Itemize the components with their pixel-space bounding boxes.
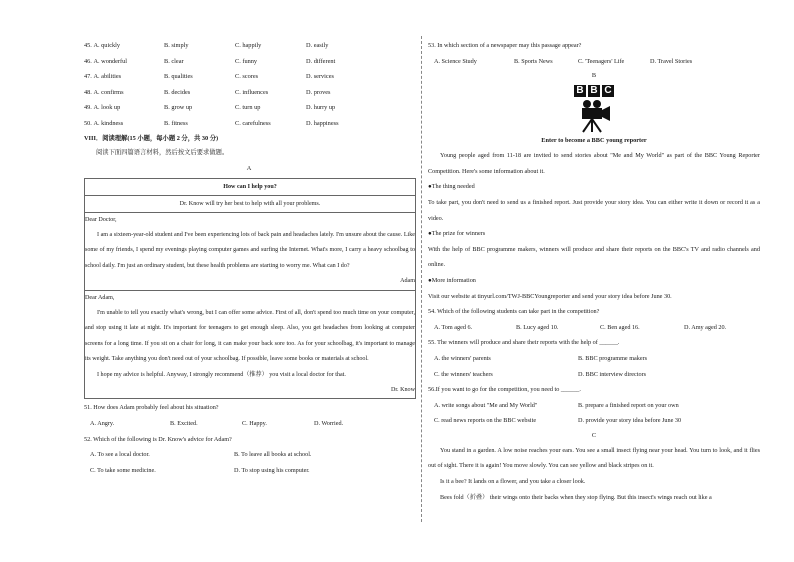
advice-column-box — [84, 178, 416, 400]
question-52-options-row1 — [84, 447, 414, 463]
q51-option-b[interactable]: B. Excited. — [170, 420, 198, 428]
question-51 — [84, 400, 414, 431]
passage-b-intro: Young people aged from 11-18 are invited to send stories about "Me and My World" as part of the BBC Young Reporter Competition. Here's some information about it. — [428, 152, 760, 175]
question-53 — [428, 38, 760, 69]
mcq-row-45: 45. A. quickly B. simply C. happily D. easily — [84, 42, 329, 49]
passage-b-label: B — [591, 72, 597, 80]
advice-column-subtitle: Dr. Know will try her best to help with all your problems. — [85, 196, 415, 213]
q56-option-d[interactable]: D. provide your story idea before June 30 — [578, 417, 682, 425]
section-title: VIII．阅读理解(15 小题，每小题 2 分，共 30 分) — [84, 134, 219, 142]
q53-option-b[interactable]: B. Sports News — [514, 57, 553, 65]
question-54 — [428, 304, 760, 335]
q55-option-c[interactable]: C. the winners' teachers — [434, 370, 493, 378]
mcq-row-48: 48. A. confirms B. decides C. influences D. proves — [84, 88, 331, 96]
question-51-stem: 51. How does Adam probably feel about his situation? — [84, 404, 219, 412]
passage-b-heading-1: ●The thing needed — [428, 183, 475, 191]
q51-option-c[interactable]: C. Happy. — [242, 420, 267, 428]
question-54-options — [428, 320, 760, 336]
salutation-dear-adam: Dear Adam, — [85, 294, 115, 301]
question-53-options — [428, 54, 760, 70]
question-53-stem: 53. In which section of a newspaper may this passage appear? — [428, 42, 582, 49]
salutation-dear-doctor: Dear Doctor, — [85, 216, 117, 223]
question-55 — [428, 335, 760, 382]
mcq-row-46: 46. A. wonderful B. clear C. funny D. different — [84, 57, 336, 65]
question-56-options-row2 — [428, 413, 760, 429]
passage-a-label: A — [246, 164, 252, 172]
passage-b-heading-2: ●The prize for winners — [428, 230, 486, 238]
q53-option-a[interactable]: A. Science Study — [434, 57, 477, 65]
q55-option-b[interactable]: B. BBC programme makers — [578, 354, 648, 362]
passage-c-paragraph-3: Bees fold（折叠） their wings onto their backs when they stop flying. But this insect's wings reach out like a — [440, 493, 712, 501]
question-51-options — [84, 416, 414, 432]
q52-option-b[interactable]: B. To leave all books at school. — [234, 451, 312, 459]
bbc-title: Enter to become a BBC young reporter — [541, 137, 647, 145]
q52-option-d[interactable]: D. To stop using his computer. — [234, 466, 310, 474]
passage-c-paragraph-2: Is it a bee? It lands on a flower, and you take a closer look. — [440, 478, 586, 486]
q54-option-a[interactable]: A. Tom aged 6. — [434, 323, 473, 331]
mcq-row-47: 47. A. abilities B. qualities C. scores D. services — [84, 73, 334, 81]
adam-letter — [85, 213, 415, 291]
left-column — [84, 38, 414, 478]
q52-option-c[interactable]: C. To take some medicine. — [90, 466, 156, 474]
question-55-options-row1 — [428, 351, 760, 367]
passage-b-paragraph-3: Visit our website at tinyurl.com/TWJ-BBCYoungreporter and send your story idea before June 30. — [428, 292, 672, 300]
passage-b-paragraph-2: With the help of BBC programme makers, winners will produce and share their reports on the BBC's TV and radio channels and online. — [428, 245, 760, 269]
passage-b-paragraph-1: To take part, you don't need to send us a finished report. Just provide your story idea. You can either write it down or record it as a video. — [428, 198, 760, 222]
mcq-list — [84, 38, 414, 132]
right-column — [428, 38, 760, 505]
adam-letter-body: I am a sixteen-year-old student and I've been experiencing lots of back pain and headaches lately. I'm unsure about the cause. Like some of my friends, I spend my evenings playing computer games and surfing the Internet. What's more, I carry a heavy schoolbag to school daily. I'm just an ordinary student, but these health problems are starting to worry me. What can I do? — [85, 231, 415, 269]
passage-c-paragraph-1: You stand in a garden. A low noise reaches your ears. You see a small insect flying near your head. You turn to look, and it flies out of sight. There it is again! You move slowly. You can see yellow and black stripes on it. — [428, 446, 760, 470]
q52-option-a[interactable]: A. To see a local doctor. — [90, 451, 150, 459]
question-52-stem: 52. Which of the following is Dr. Know's advice for Adam? — [84, 435, 232, 443]
film-camera-icon — [428, 99, 760, 133]
question-56-stem: 56.If you want to go for the competition, you need to ______. — [428, 386, 581, 394]
passage-c-label: C — [591, 431, 597, 439]
question-52 — [84, 432, 414, 479]
doctor-reply — [85, 291, 415, 399]
question-55-stem: 55. The winners will produce and share their reports with the help of ______. — [428, 339, 620, 347]
q54-option-b[interactable]: B. Lucy aged 10. — [516, 323, 559, 331]
question-52-options-row2 — [84, 463, 414, 479]
doctor-reply-closing: I hope my advice is helpful. Anyway, I strongly recommend（推荐） you visit a local doctor for that. — [97, 371, 346, 378]
doctor-reply-body: I'm unable to tell you exactly what's wrong, but I can offer some advice. First of all, don't spend too much time on your computer, and stop using it late at night. It's important for teenagers to get enough sleep. Also, you get headaches from looking at computer screens for a long time. If you sit on a chair for long, it can make your back sore too. As for your schoolbag, it's important to manage its weight. Take anything you don't need out of your schoolbag. If possible, leave some books or materials at school. — [85, 310, 415, 363]
section-instruction: 阅读下面四篇语言材料，然后按文后要求做题。 — [96, 148, 229, 156]
q55-option-a[interactable]: A. the winners' parents — [434, 354, 491, 362]
q56-option-c[interactable]: C. read news reports on the BBC website — [434, 417, 537, 425]
q55-option-d[interactable]: D. BBC interview directors — [578, 370, 647, 378]
advice-column-title: How can I help you? — [85, 179, 415, 196]
adam-signature: Adam — [400, 278, 415, 285]
bbc-logo — [428, 85, 760, 97]
q51-option-d[interactable]: D. Worried. — [314, 420, 344, 428]
bbc-logo-letter-1: B — [574, 85, 586, 97]
column-divider — [421, 36, 422, 522]
mcq-row-49: 49. A. look up B. grow up C. turn up D. hurry up — [84, 104, 336, 112]
q56-option-a[interactable]: A. write songs about "Me and My World" — [434, 401, 538, 409]
q53-option-d[interactable]: D. Travel Stories — [650, 57, 693, 65]
bbc-logo-letter-3: C — [602, 85, 614, 97]
q54-option-d[interactable]: D. Amy aged 20. — [684, 323, 727, 331]
bbc-logo-letter-2: B — [588, 85, 600, 97]
q53-option-c[interactable]: C. 'Teenagers' Life — [578, 57, 625, 65]
doctor-signature: Dr. Know — [390, 387, 415, 394]
question-54-stem: 54. Which of the following students can take part in the competition? — [428, 308, 600, 316]
question-55-options-row2 — [428, 367, 760, 383]
question-56-options-row1 — [428, 398, 760, 414]
q56-option-b[interactable]: B. prepare a finished report on your own — [578, 401, 679, 409]
q54-option-c[interactable]: C. Ben aged 16. — [600, 323, 640, 331]
question-56 — [428, 382, 760, 429]
mcq-row-50: 50. A. kindness B. fitness C. carefulness D. happiness — [84, 119, 339, 127]
q51-option-a[interactable]: A. Angry. — [90, 420, 115, 428]
passage-b-heading-3: ●More information — [428, 276, 476, 284]
